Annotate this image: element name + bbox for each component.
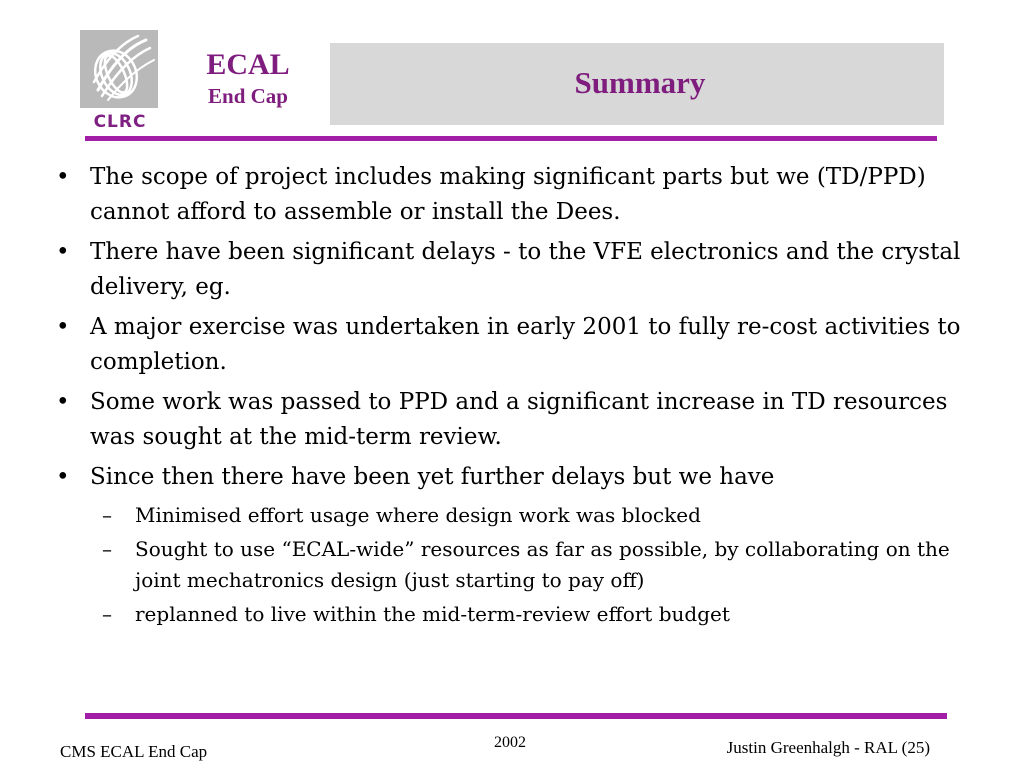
sub-bullet-item: [102, 534, 976, 596]
bullet-text: There have been significant delays - to the VFE electronics and the crystal delivery, eg.: [90, 239, 961, 300]
bullet-item: [56, 385, 976, 455]
footer-author-page: Justin Greenhalgh - RAL (25): [726, 738, 930, 757]
sub-bullet-item: [102, 599, 976, 630]
bullet-text: The scope of project includes making significant parts but we (TD/PPD) cannot afford to assemble or install the Dees.: [90, 164, 926, 225]
clrc-logo-emblem: [80, 30, 158, 108]
sub-bullet-text: Sought to use “ECAL-wide” resources as far as possible, by collaborating on the joint mechatronics design (just starting to pay off): [135, 537, 950, 592]
slide-title: Summary: [574, 65, 706, 100]
footer-divider: [85, 713, 947, 719]
bullet-marker: •: [56, 164, 70, 190]
globe-swirl-icon: [80, 30, 158, 108]
bullet-item: [56, 160, 976, 230]
bullet-marker: •: [56, 389, 70, 415]
sub-bullet-text: replanned to live within the mid-term-review effort budget: [135, 602, 730, 626]
bullet-marker: •: [56, 239, 70, 265]
sub-bullet-item: [102, 500, 976, 531]
footer-project-label: CMS ECAL End Cap: [60, 742, 208, 761]
bullet-text: A major exercise was undertaken in early 2001 to fully re-cost activities to completion.: [90, 314, 961, 375]
header-divider: [85, 136, 937, 141]
title-banner: [330, 43, 944, 125]
bullet-marker: •: [56, 314, 70, 340]
bullet-marker: •: [56, 464, 70, 490]
bullet-text: Since then there have been yet further delays but we have: [90, 464, 775, 490]
sub-bullet-text: Minimised effort usage where design work was blocked: [135, 503, 701, 527]
bullet-item: [56, 310, 976, 380]
section-subtitle: End Cap: [208, 84, 288, 108]
bullet-text: Some work was passed to PPD and a significant increase in TD resources was sought at the mid-term review.: [90, 389, 948, 450]
clrc-logo: [80, 30, 160, 132]
clrc-logo-text: CLRC: [93, 112, 147, 132]
footer-year: 2002: [494, 734, 526, 751]
sub-bullet-marker: –: [102, 602, 112, 626]
sub-bullet-marker: –: [102, 537, 112, 561]
bullet-item: [56, 235, 976, 305]
section-title: ECAL: [206, 48, 290, 81]
bullet-list: [56, 160, 976, 633]
bullet-item: [56, 460, 976, 495]
sub-bullet-marker: –: [102, 503, 112, 527]
